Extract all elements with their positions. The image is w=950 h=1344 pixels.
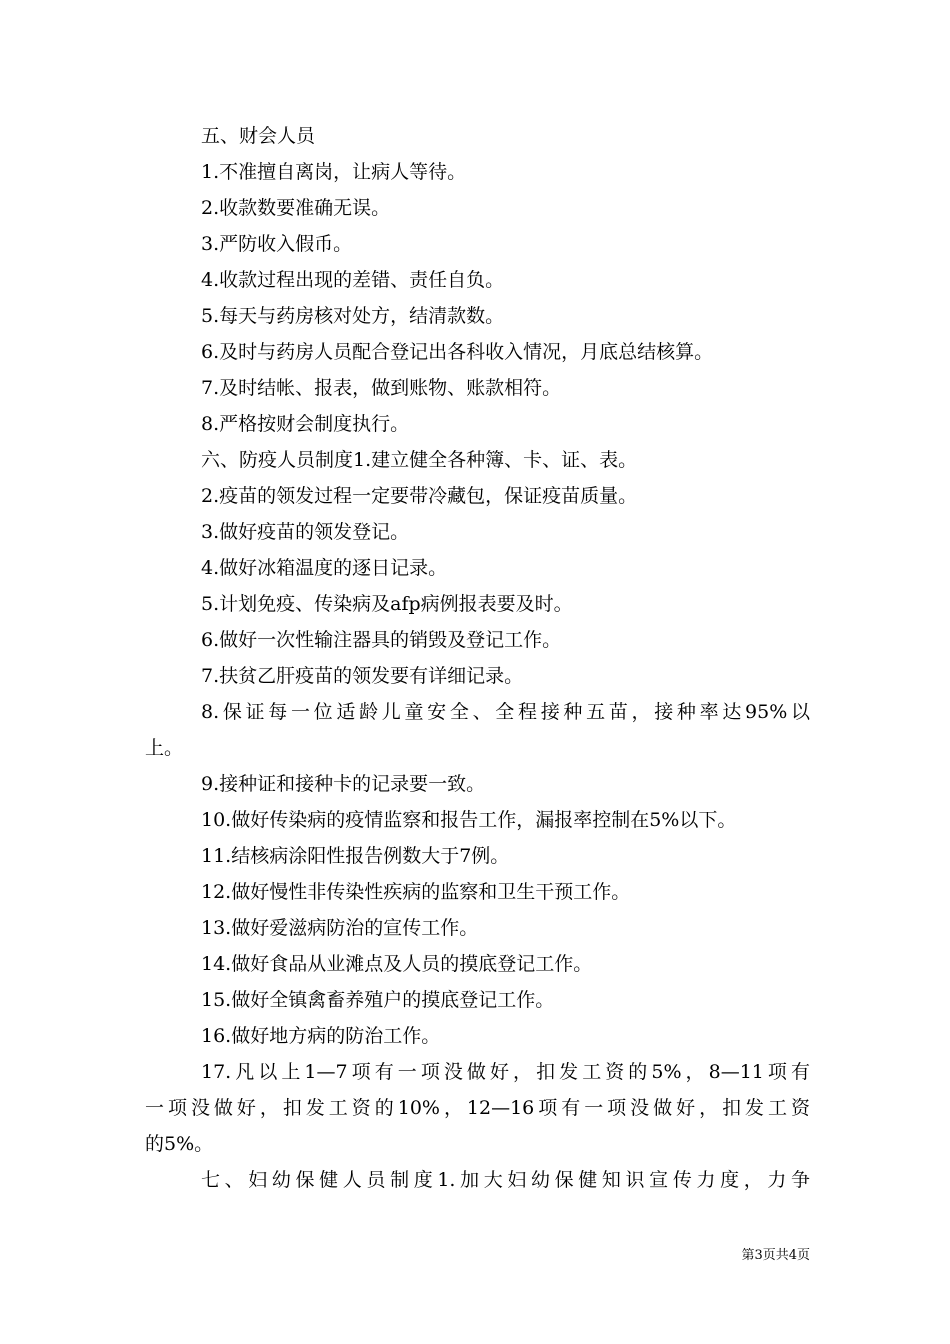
- paragraph-line: 3.严防收入假币。: [201, 233, 353, 255]
- paragraph-line: 11.结核病涂阳性报告例数大于7例。: [201, 845, 510, 867]
- paragraph-line: 5.每天与药房核对处方，结清款数。: [201, 305, 505, 327]
- paragraph-line-continuation: 一项没做好，扣发工资的10%，12—16项有一项没做好，扣发工资: [145, 1097, 810, 1119]
- paragraph-line: 13.做好爱滋病防治的宣传工作。: [201, 917, 479, 939]
- section-heading-finance: 五、财会人员: [201, 125, 316, 147]
- paragraph-line: 17.凡以上1—7项有一项没做好，扣发工资的5%，8—11项有: [201, 1061, 810, 1083]
- paragraph-line: 15.做好全镇禽畜养殖户的摸底登记工作。: [201, 989, 555, 1011]
- page-number-footer: 第3页共4页: [741, 1248, 810, 1263]
- paragraph-line: 2.疫苗的领发过程一定要带冷藏包，保证疫苗质量。: [201, 485, 638, 507]
- section-heading-maternal-child: 七、妇幼保健人员制度1.加大妇幼保健知识宣传力度，力争: [201, 1169, 810, 1191]
- paragraph-line: 10.做好传染病的疫情监察和报告工作，漏报率控制在5%以下。: [201, 809, 737, 831]
- document-body: [145, 118, 810, 1198]
- paragraph-line: 9.接种证和接种卡的记录要一致。: [201, 773, 486, 795]
- paragraph-line: 2.收款数要准确无误。: [201, 197, 391, 219]
- paragraph-line: 4.收款过程出现的差错、责任自负。: [201, 269, 505, 291]
- paragraph-line: 6.做好一次性输注器具的销毁及登记工作。: [201, 629, 562, 651]
- section-heading-epidemic: 六、防疫人员制度1.建立健全各种簿、卡、证、表。: [201, 449, 638, 471]
- paragraph-line-continuation: 上。: [145, 737, 184, 759]
- paragraph-line: 5.计划免疫、传染病及afp病例报表要及时。: [201, 593, 573, 615]
- paragraph-line: 3.做好疫苗的领发登记。: [201, 521, 410, 543]
- paragraph-line: 14.做好食品从业滩点及人员的摸底登记工作。: [201, 953, 593, 975]
- paragraph-line: 4.做好冰箱温度的逐日记录。: [201, 557, 448, 579]
- paragraph-line-continuation: 的5%。: [145, 1133, 214, 1155]
- paragraph-line: 7.及时结帐、报表，做到账物、账款相符。: [201, 377, 562, 399]
- paragraph-line: 16.做好地方病的防治工作。: [201, 1025, 441, 1047]
- paragraph-line: 1.不准擅自离岗，让病人等待。: [201, 161, 467, 183]
- paragraph-line: 6.及时与药房人员配合登记出各科收入情况，月底总结核算。: [201, 341, 714, 363]
- paragraph-line: 8.严格按财会制度执行。: [201, 413, 410, 435]
- paragraph-line: 7.扶贫乙肝疫苗的领发要有详细记录。: [201, 665, 524, 687]
- paragraph-line: 8.保证每一位适龄儿童安全、全程接种五苗，接种率达95%以: [201, 701, 810, 723]
- paragraph-line: 12.做好慢性非传染性疾病的监察和卫生干预工作。: [201, 881, 631, 903]
